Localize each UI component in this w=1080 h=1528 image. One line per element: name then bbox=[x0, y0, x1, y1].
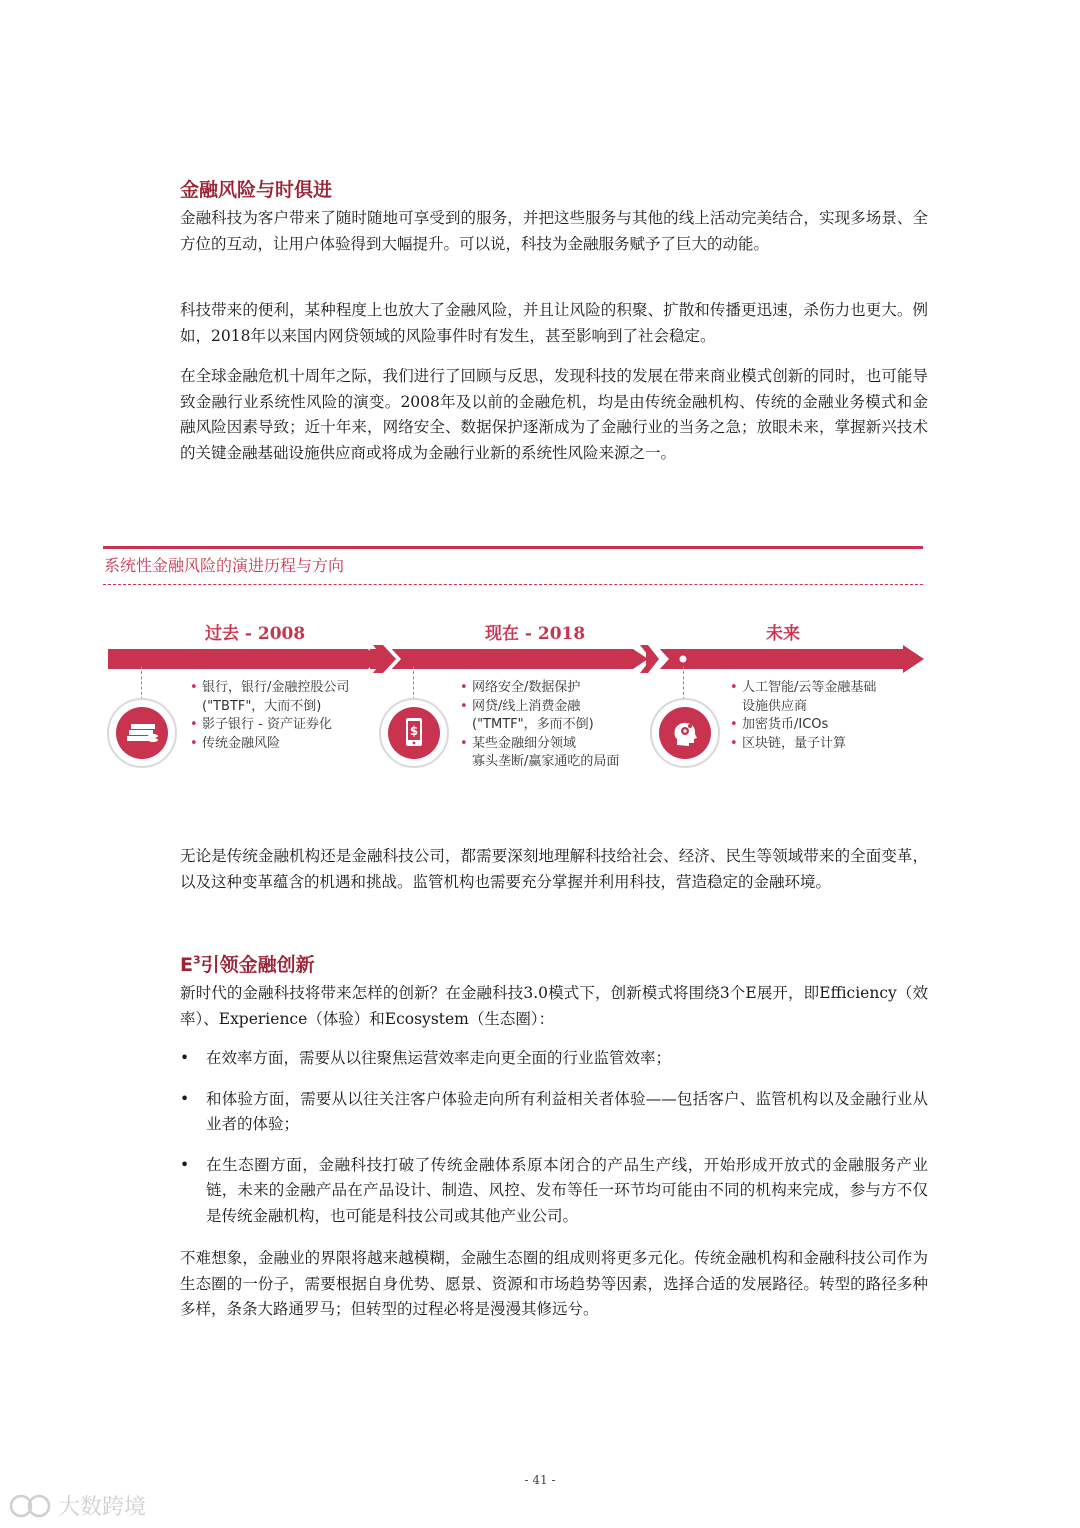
paragraph-e3-intro: 新时代的金融科技将带来怎样的创新？在金融科技3.0模式下，创新模式将围绕3个E展开，即Efficiency（效率）、Experience（体验）和Ecosystem（生态圈）： bbox=[180, 984, 928, 1028]
paragraph-after-figure: 无论是传统金融机构还是金融科技公司，都需要深刻地理解科技给社会、经济、民生等领域带来的全面变革，以及这种变革蕴含的机遇和挑战。监管机构也需要充分掌握并利用科技，营造稳定的金融环境。 bbox=[180, 847, 928, 891]
era-past-list bbox=[190, 679, 375, 753]
list-item: • 在效率方面，需要从以往聚焦运营效率走向更全面的行业监管效率； bbox=[180, 1049, 672, 1067]
list-item: • 区块链，量子计算 bbox=[730, 735, 847, 751]
svg-text:$: $ bbox=[409, 724, 419, 738]
list-item: • 影子银行 - 资产证券化 bbox=[190, 717, 332, 732]
list-item: • 人工智能/云等金融基础 bbox=[730, 680, 877, 695]
list-item: • 在生态圈方面，金融科技打破了传统金融体系原本闭合的产品生产线，开始形成开放式的金融服务产业链，未来的金融产品在产品设计、制造、风控、发布等任一环节均可能由不同的机构来完成，参与方不仅是传统金融机构，也可能是科技公司或其他产业公司。 bbox=[180, 1155, 928, 1225]
list-item: • 银行，银行/金融控股公司 bbox=[190, 680, 350, 695]
era-label-future: 未来 bbox=[766, 624, 800, 644]
figure-title: 系统性金融风险的演进历程与方向 bbox=[104, 556, 345, 575]
list-item: • 传统金融风险 bbox=[190, 735, 281, 751]
list-item: • 某些金融细分领域 bbox=[460, 735, 577, 751]
e3-bullet-list bbox=[180, 1046, 928, 1244]
timeline-stem-future bbox=[683, 666, 684, 700]
timeline-arrow bbox=[108, 645, 926, 673]
section-heading-financial-risk: 金融风险与时俱进 bbox=[180, 179, 333, 201]
list-item: • 网络安全/数据保护 bbox=[460, 680, 581, 695]
timeline-segment-present bbox=[376, 649, 648, 669]
watermark: 大数跨境 bbox=[8, 1490, 146, 1521]
era-label-present: 现在 - 2018 bbox=[485, 624, 586, 644]
list-item: 寡头垄断/赢家通吃的局面 bbox=[472, 754, 620, 769]
money-stack-icon bbox=[107, 698, 177, 768]
timeline-stem-present bbox=[413, 666, 414, 700]
paragraph-2: 科技带来的便利，某种程度上也放大了金融风险，并且让风险的积聚、扩散和传播更迅速，杀伤力也更大。例如，2018年以来国内网贷领域的风险事件时有发生，甚至影响到了社会稳定。 bbox=[180, 301, 928, 345]
figure-top-rule bbox=[103, 546, 923, 549]
mobile-money-icon bbox=[379, 698, 449, 768]
timeline-stem-past bbox=[141, 666, 142, 700]
list-item: • 加密货币/ICOs bbox=[730, 717, 829, 732]
timeline-segment-past bbox=[108, 649, 378, 669]
ai-head-gears-icon bbox=[650, 698, 720, 768]
figure-title-divider bbox=[103, 584, 923, 585]
timeline-segment-future bbox=[646, 645, 924, 673]
section-heading-e3: $E^3$引领金融创新 bbox=[180, 953, 315, 976]
list-item: ("TMTF"，多而不倒) bbox=[472, 717, 594, 732]
era-label-past: 过去 - 2008 bbox=[205, 624, 306, 644]
paragraph-1: 金融科技为客户带来了随时随地可享受到的服务，并把这些服务与其他的线上活动完美结合，实现多场景、全方位的互动，让用户体验得到大幅提升。可以说，科技为金融服务赋予了巨大的动能。 bbox=[180, 209, 928, 253]
paragraph-closing: 不难想象，金融业的界限将越来越模糊，金融生态圈的组成则将更多元化。传统金融机构和金融科技公司作为生态圈的一份子，需要根据自身优势、愿景、资源和市场趋势等因素，选择合适的发展路径。转型的路径多种多样，条条大路通罗马；但转型的过程必将是漫漫其修远兮。 bbox=[180, 1249, 928, 1318]
list-item: • 和体验方面，需要从以往关注客户体验走向所有利益相关者体验——包括客户、监管机构以及金融行业从业者的体验； bbox=[180, 1089, 928, 1133]
paragraph-3: 在全球金融危机十周年之际，我们进行了回顾与反思，发现科技的发展在带来商业模式创新的同时，也可能导致金融行业系统性风险的演变。2008年及以前的金融危机，均是由传统金融机构、传统的金融业务模式和金融风险因素导致；近十年来，网络安全、数据保护逐渐成为了金融行业的当务之急；放眼未来，掌握新兴技术的关键金融基础设施供应商或将成为金融行业新的系统性风险来源之一。 bbox=[180, 367, 928, 462]
list-item: 设施供应商 bbox=[742, 698, 808, 714]
era-present-list bbox=[460, 679, 660, 772]
page-number: - 41 - bbox=[524, 1473, 556, 1487]
list-item: ("TBTF"，大而不倒) bbox=[202, 698, 322, 714]
list-item: • 网贷/线上消费金融 bbox=[460, 698, 581, 714]
era-future-list bbox=[730, 679, 920, 753]
watermark-logo-icon bbox=[8, 1493, 52, 1519]
